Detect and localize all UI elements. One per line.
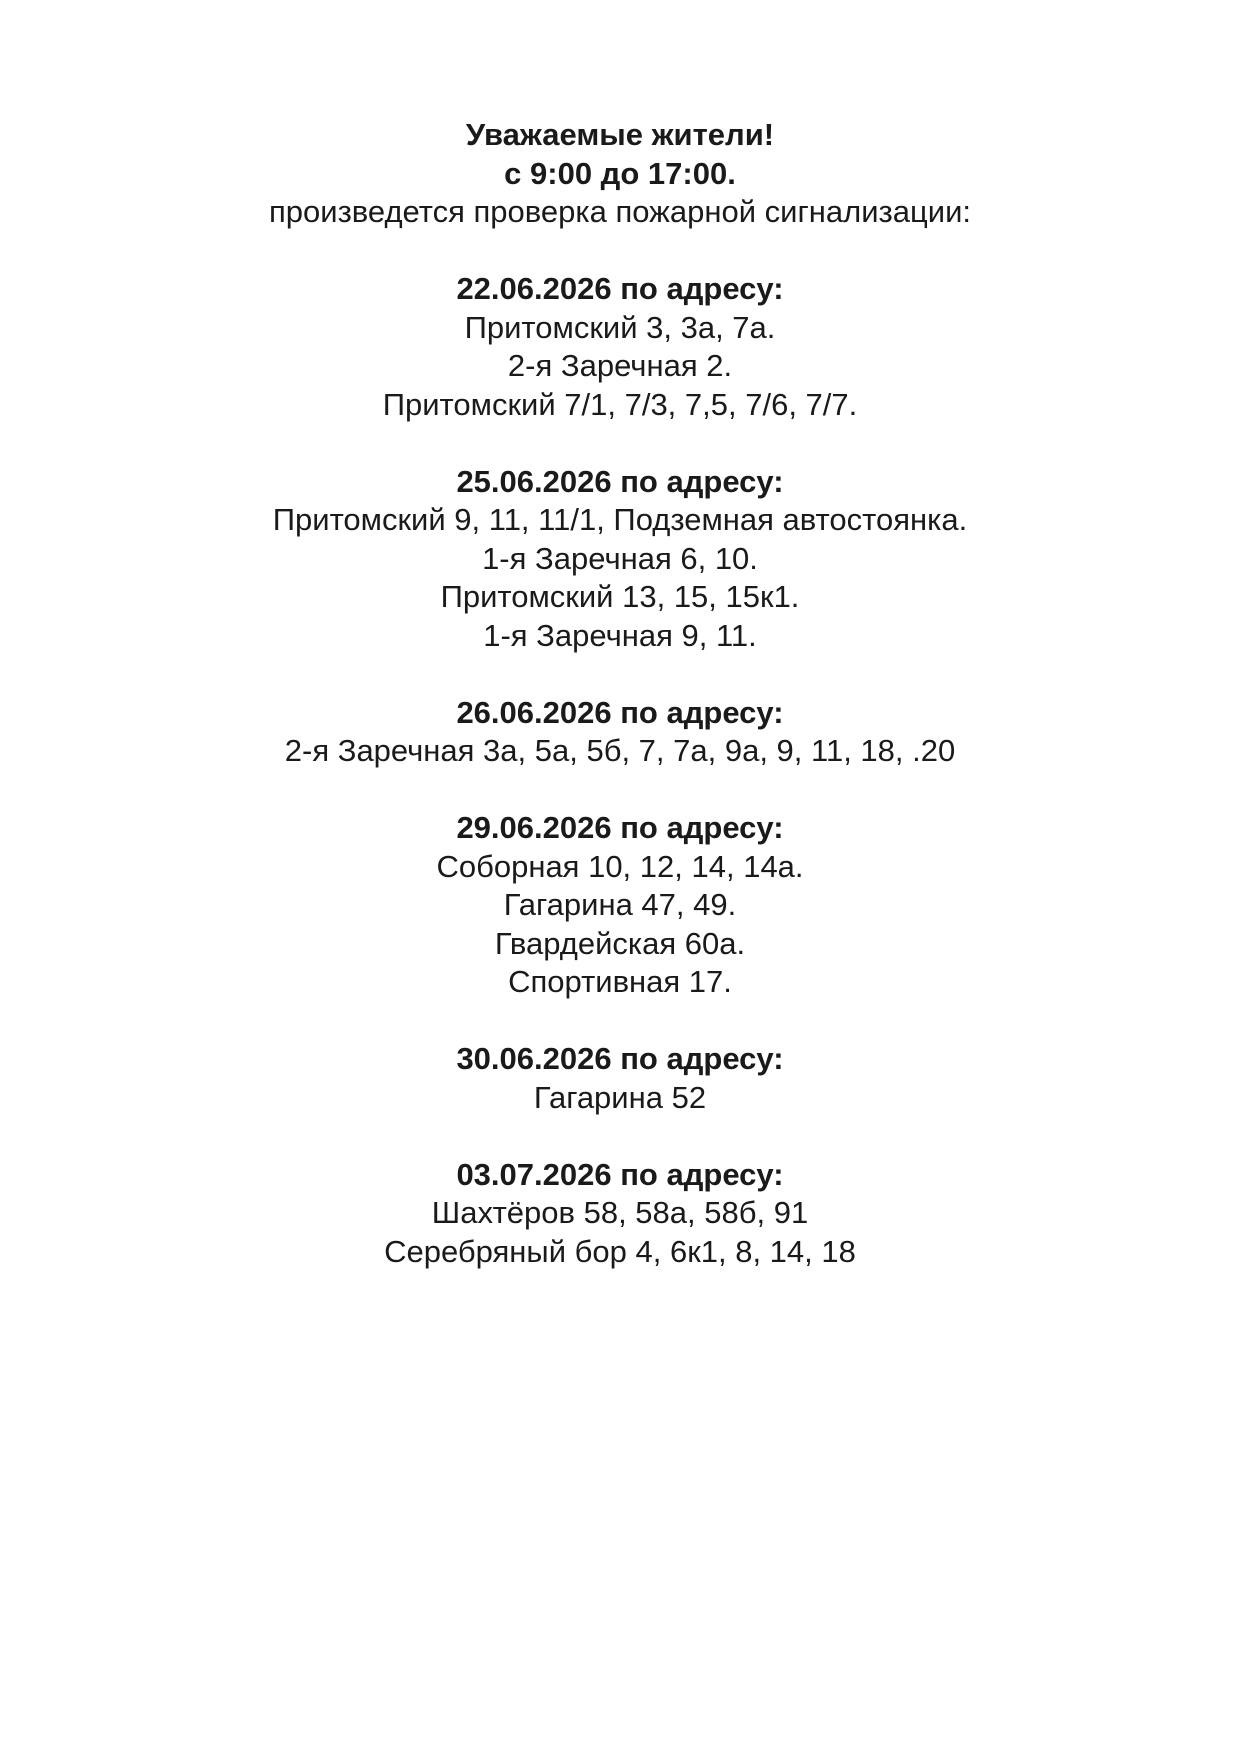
- address-line: Притомский 9, 11, 11/1, Подземная автостоянка.: [272, 502, 968, 537]
- address-line: 2-я Заречная 3а, 5а, 5б, 7, 7а, 9а, 9, 11, 18, .20: [284, 733, 956, 768]
- address-line: Серебряный бор 4, 6к1, 8, 14, 18: [384, 1233, 856, 1269]
- spacer: [0, 424, 1240, 463]
- date-heading: 03.07.2026 по адресу:: [456, 1156, 784, 1192]
- address-line: Гвардейская 60а.: [494, 925, 746, 961]
- address-line: Притомский 7/1, 7/3, 7,5, 7/6, 7/7.: [382, 386, 858, 422]
- date-heading: 22.06.2026 по адресу:: [456, 271, 784, 306]
- time-range: с 9:00 до 17:00.: [504, 155, 736, 191]
- spacer: [0, 232, 1240, 271]
- intro-text: произведется проверка пожарной сигнализации:: [268, 194, 972, 229]
- schedule-block: [0, 270, 1240, 424]
- address-line: 1-я Заречная 6, 10.: [482, 540, 758, 576]
- greeting: Уважаемые жители!: [465, 117, 775, 152]
- address-line: Гагарина 52: [533, 1079, 707, 1115]
- schedule-block: [0, 1040, 1240, 1117]
- schedule-block: [0, 809, 1240, 1002]
- schedule-block: [0, 694, 1240, 771]
- schedule-block: [0, 463, 1240, 656]
- schedule-block: [0, 1156, 1240, 1272]
- date-heading: 26.06.2026 по адресу:: [456, 694, 784, 730]
- notice: [0, 116, 1240, 1271]
- spacer: [0, 771, 1240, 810]
- address-line: Притомский 3, 3а, 7а.: [464, 309, 776, 345]
- address-line: Притомский 13, 15, 15к1.: [440, 579, 800, 614]
- date-heading: 25.06.2026 по адресу:: [456, 463, 784, 499]
- spacer: [0, 655, 1240, 694]
- address-line: Шахтёров 58, 58а, 58б, 91: [431, 1195, 809, 1230]
- date-heading: 29.06.2026 по адресу:: [456, 810, 784, 845]
- address-line: Соборная 10, 12, 14, 14а.: [436, 848, 804, 884]
- address-line: 1-я Заречная 9, 11.: [483, 617, 757, 653]
- spacer: [0, 1002, 1240, 1041]
- spacer: [0, 1117, 1240, 1156]
- address-line: Гагарина 47, 49.: [503, 887, 737, 922]
- address-line: Спортивная 17.: [508, 964, 732, 999]
- date-heading: 30.06.2026 по адресу:: [456, 1041, 784, 1076]
- address-line: 2-я Заречная 2.: [507, 348, 733, 383]
